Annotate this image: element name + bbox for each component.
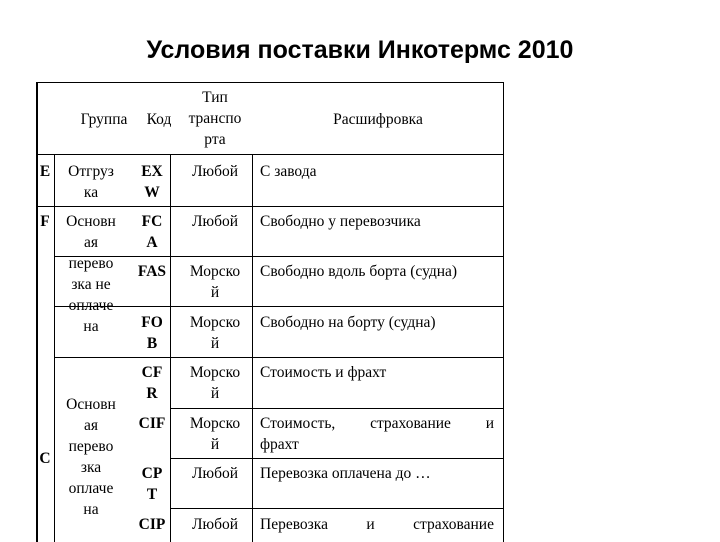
- table-row-transport: [182, 312, 248, 354]
- table-row-transport: [182, 211, 248, 232]
- code-line: CIF: [138, 415, 166, 432]
- decoding-word: Стоимость,: [260, 415, 336, 432]
- table-row-code: [132, 211, 172, 253]
- decoding-justified-line: [260, 514, 494, 535]
- code-line: CIP: [138, 516, 166, 533]
- table-row-transport: [182, 161, 248, 182]
- group-c-name: [56, 394, 126, 520]
- group-name-line: перево: [68, 438, 114, 455]
- group-name-line: ка: [83, 184, 99, 201]
- incoterms-table: [36, 82, 504, 542]
- decoding-line: Свободно у перевозчика: [260, 213, 421, 230]
- decoding-justified-line: [260, 413, 494, 434]
- group-name-line: оплаче: [68, 297, 114, 314]
- table-top-border: [36, 82, 504, 83]
- decoding-line: Стоимость и фрахт: [260, 364, 387, 381]
- table-row-code: [132, 312, 172, 354]
- table-row-decoding: [260, 362, 498, 383]
- table-row-decoding: [260, 312, 498, 333]
- code-line: T: [146, 486, 158, 503]
- group-name-line: на: [83, 501, 99, 518]
- transport-line: й: [210, 436, 220, 453]
- group-e-letter: E: [39, 163, 51, 180]
- table-row-transport: [182, 413, 248, 455]
- group-name-line: перево: [68, 255, 114, 272]
- group-name-line: Основн: [66, 396, 116, 413]
- decoding-line: Перевозка оплачена до …: [260, 465, 431, 482]
- decoding-line: фрахт: [260, 436, 299, 453]
- table-row-transport: [182, 514, 248, 535]
- group-name-line: зка не: [71, 276, 111, 293]
- group-name-line: зка: [80, 459, 102, 476]
- code-line: FO: [141, 314, 163, 331]
- row-cpt-divider: [170, 508, 504, 509]
- code-line: A: [146, 234, 158, 251]
- transport-line: Любой: [191, 516, 239, 533]
- table-row-code: [132, 161, 172, 203]
- group-name-line: на: [83, 318, 99, 335]
- code-line: FAS: [137, 263, 167, 280]
- page-title: Условия поставки Инкотермс 2010: [146, 36, 574, 64]
- group-f-name: [56, 211, 126, 337]
- transport-line: Морско: [189, 364, 241, 381]
- decoding-word: страхование: [370, 415, 451, 432]
- code-line: CP: [141, 465, 163, 482]
- table-left-border: [36, 82, 38, 542]
- decoding-word: и: [485, 415, 494, 432]
- table-row-code: [132, 463, 172, 505]
- decoding-word: Перевозка: [260, 516, 328, 533]
- table-row-decoding: [260, 261, 500, 282]
- group-e-name: [56, 161, 126, 203]
- table-row-code: [132, 413, 172, 434]
- code-line: CF: [141, 364, 163, 381]
- code-line: W: [144, 184, 160, 201]
- table-row-code: [132, 261, 172, 282]
- code-line: R: [146, 385, 158, 402]
- header-group-label: Группа: [80, 111, 128, 128]
- group-name-line: ая: [83, 417, 98, 434]
- code-line: FC: [141, 213, 163, 230]
- transport-line: й: [210, 335, 220, 352]
- header-transport: [180, 87, 250, 150]
- table-row-decoding: [260, 161, 498, 182]
- table-row-transport: [182, 463, 248, 484]
- group-name-line: Отгруз: [68, 163, 114, 180]
- header-transport-line: рта: [204, 131, 226, 148]
- header-decoding-label: Расшифровка: [333, 111, 423, 128]
- group-f-divider: [54, 357, 504, 358]
- header-divider: [36, 154, 504, 155]
- decoding-word: и: [366, 516, 375, 533]
- decoding-word: страхование: [413, 516, 494, 533]
- header-code-label: Код: [146, 111, 172, 128]
- decoding-line: С завода: [260, 163, 317, 180]
- group-name-line: Основн: [66, 213, 116, 230]
- transport-line: й: [210, 385, 220, 402]
- group-name-line: оплаче: [68, 480, 114, 497]
- group-c-letter: C: [39, 450, 51, 467]
- table-row-decoding: [260, 413, 494, 455]
- transport-line: й: [210, 284, 220, 301]
- group-e-divider: [36, 206, 504, 207]
- transport-column-divider: [252, 154, 253, 542]
- transport-line: Морско: [189, 314, 241, 331]
- transport-line: Морско: [189, 263, 241, 280]
- header-transport-line: транспо: [188, 110, 242, 127]
- group-column-divider: [54, 154, 55, 542]
- decoding-line: Свободно на борту (судна): [260, 314, 436, 331]
- table-row-decoding: [260, 514, 494, 535]
- table-row-transport: [182, 362, 248, 404]
- transport-line: Морско: [189, 415, 241, 432]
- table-row-decoding: [260, 211, 498, 232]
- table-row-transport: [182, 261, 248, 303]
- transport-line: Любой: [191, 213, 239, 230]
- decoding-line: Свободно вдоль борта (судна): [260, 263, 458, 280]
- header-code: [133, 109, 185, 130]
- table-row-code: [132, 362, 172, 404]
- group-f-letter: F: [40, 213, 50, 230]
- row-cif-divider: [170, 458, 504, 459]
- transport-line: Любой: [191, 163, 239, 180]
- transport-line: Любой: [191, 465, 239, 482]
- header-transport-line: Тип: [202, 89, 228, 106]
- code-line: B: [146, 335, 158, 352]
- table-right-border: [503, 82, 504, 542]
- group-name-line: ая: [83, 234, 98, 251]
- row-cfr-divider: [170, 408, 504, 409]
- table-row-code: [132, 514, 172, 535]
- header-decoding: [252, 109, 504, 130]
- code-line: EX: [141, 163, 163, 180]
- table-row-decoding: [260, 463, 498, 484]
